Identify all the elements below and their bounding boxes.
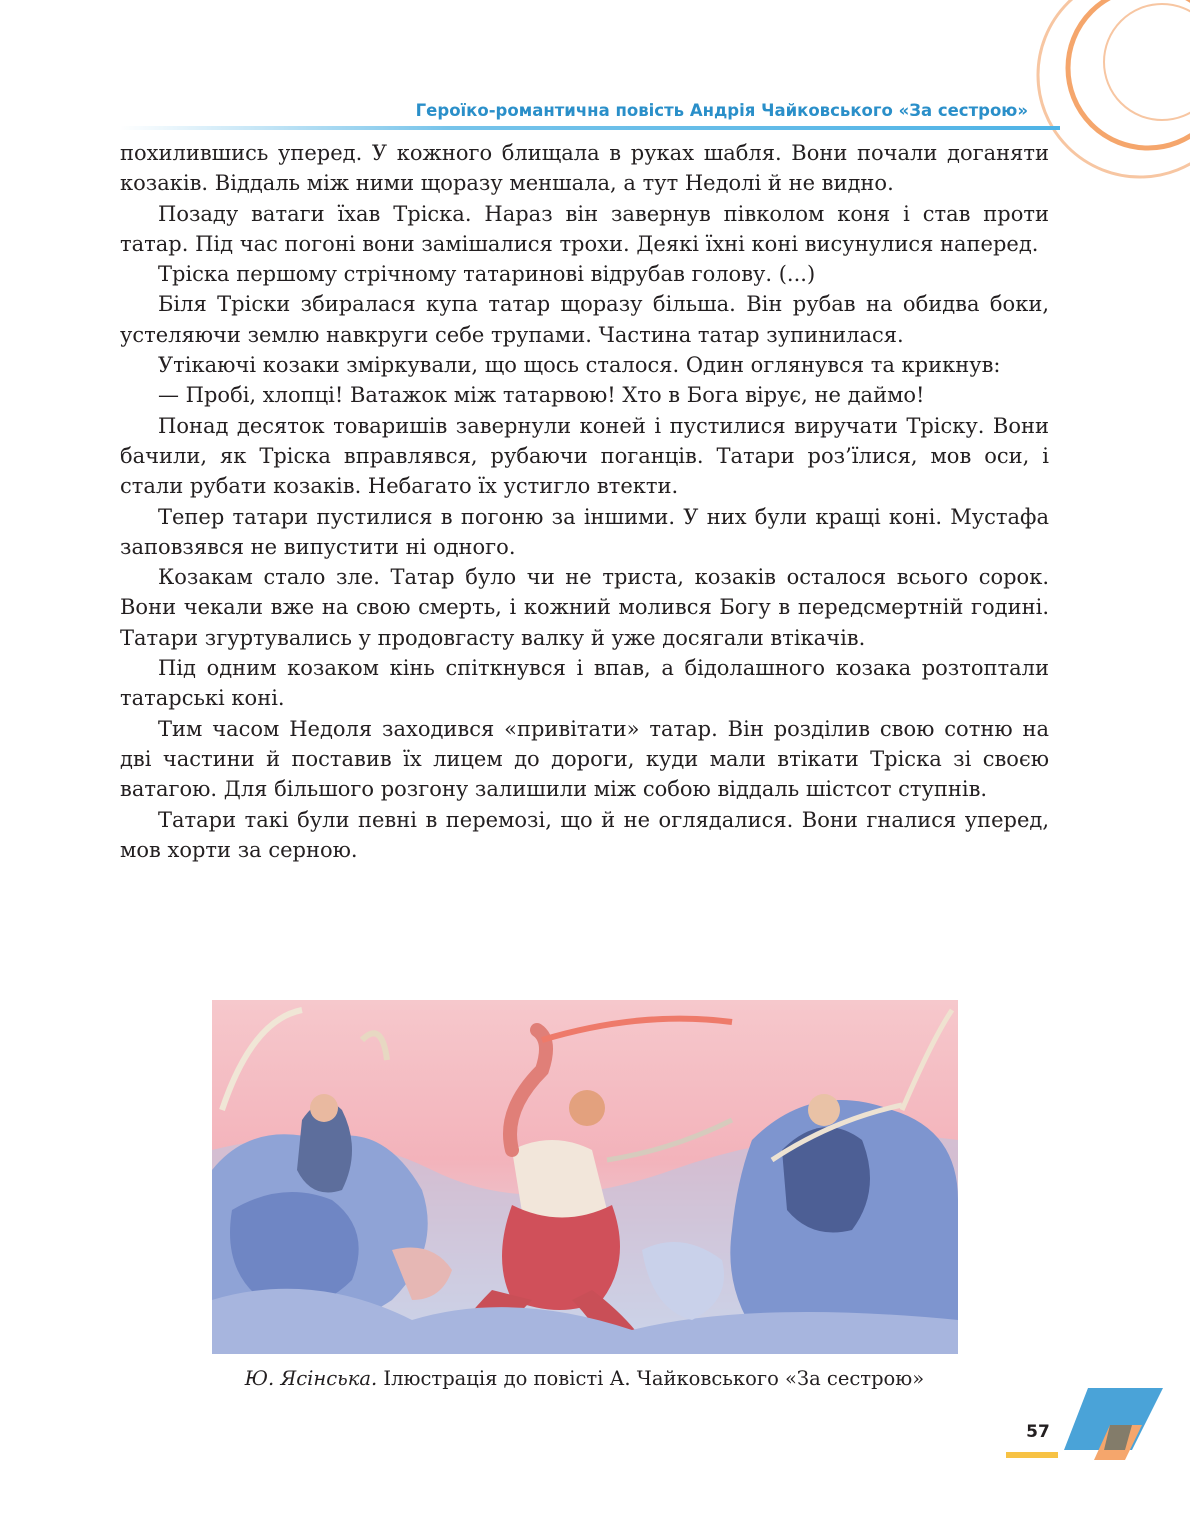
paragraph: Під одним козаком кінь спіткнувся і впав, а бідолашного козака розтоптали татарські коні. (120, 656, 1049, 711)
paragraph: Біля Тріски збиралася купа татар щоразу більша. Він рубав на обидва боки, устеляючи землю навкруги себе трупами. Частина татар зупинилася. (120, 292, 1049, 347)
paragraph: Тим часом Недоля заходився «привітати» татар. Він розділив свою сотню на дві частини й поставив їх лицем до дороги, куди мали втікати Тріска зі своєю ватагою. Для більшого розгону залишили між собою віддаль шістсот ступнів. (120, 716, 1049, 802)
paragraph: — Пробі, хлопці! Ватажок між татарвою! Хто в Бога вірує, не даймо! (158, 383, 925, 408)
paragraph: Понад десяток товаришів завернули коней і пустилися виручати Тріску. Вони бачили, як Тріска вправлявся, рубаючи поганців. Татари роз’їлися, мов оси, і стали рубати козаків. Небагато їх устигло втекти. (120, 413, 1049, 499)
paragraph: Козакам стало зле. Татар було чи не триста, козаків осталося всього сорок. Вони чекали вже на свою смерть, і кожний молився Богу в передсмертній годині. Татари згуртувались у продовгасту валку й уже досягали втікачів. (120, 565, 1049, 650)
paragraph: Тепер татари пустилися в погоню за іншими. У них були кращі коні. Мустафа заповзявся не випустити ні одного. (120, 504, 1049, 559)
story-text (120, 138, 1049, 865)
page-number: 57 (1026, 1422, 1050, 1442)
caption-text: Ілюстрація до повісті А. Чайковського «За сестрою» (377, 1367, 925, 1390)
paragraph: похилившись уперед. У кожного блищала в руках шабля. Вони почали доганяти козаків. Віддаль між ними щоразу меншала, а тут Недолі й не видно. (120, 141, 1049, 196)
paragraph: Тріска першому стрічному татаринові відрубав голову. (...) (158, 262, 816, 287)
paragraph: Позаду ватаги їхав Тріска. Нараз він завернув півколом коня і став проти татар. Під час погоні вони замішалися трохи. Деякі їхні коні висунулися наперед. (120, 201, 1049, 256)
battle-illustration (212, 1000, 958, 1354)
paragraph: Татари такі були певні в перемозі, що й не оглядалися. Вони гналися уперед, мов хорти за серною. (120, 807, 1049, 862)
paragraph: Утікаючі козаки зміркували, що щось сталося. Один оглянувся та крикнув: (158, 353, 1001, 378)
illustration-caption (120, 1367, 1049, 1390)
running-header-title: Героїко-романтична повість Андрія Чайковського «За сестрою» (415, 101, 1028, 120)
header-divider (120, 126, 1060, 130)
caption-author: Ю. Ясінська. (244, 1367, 378, 1390)
